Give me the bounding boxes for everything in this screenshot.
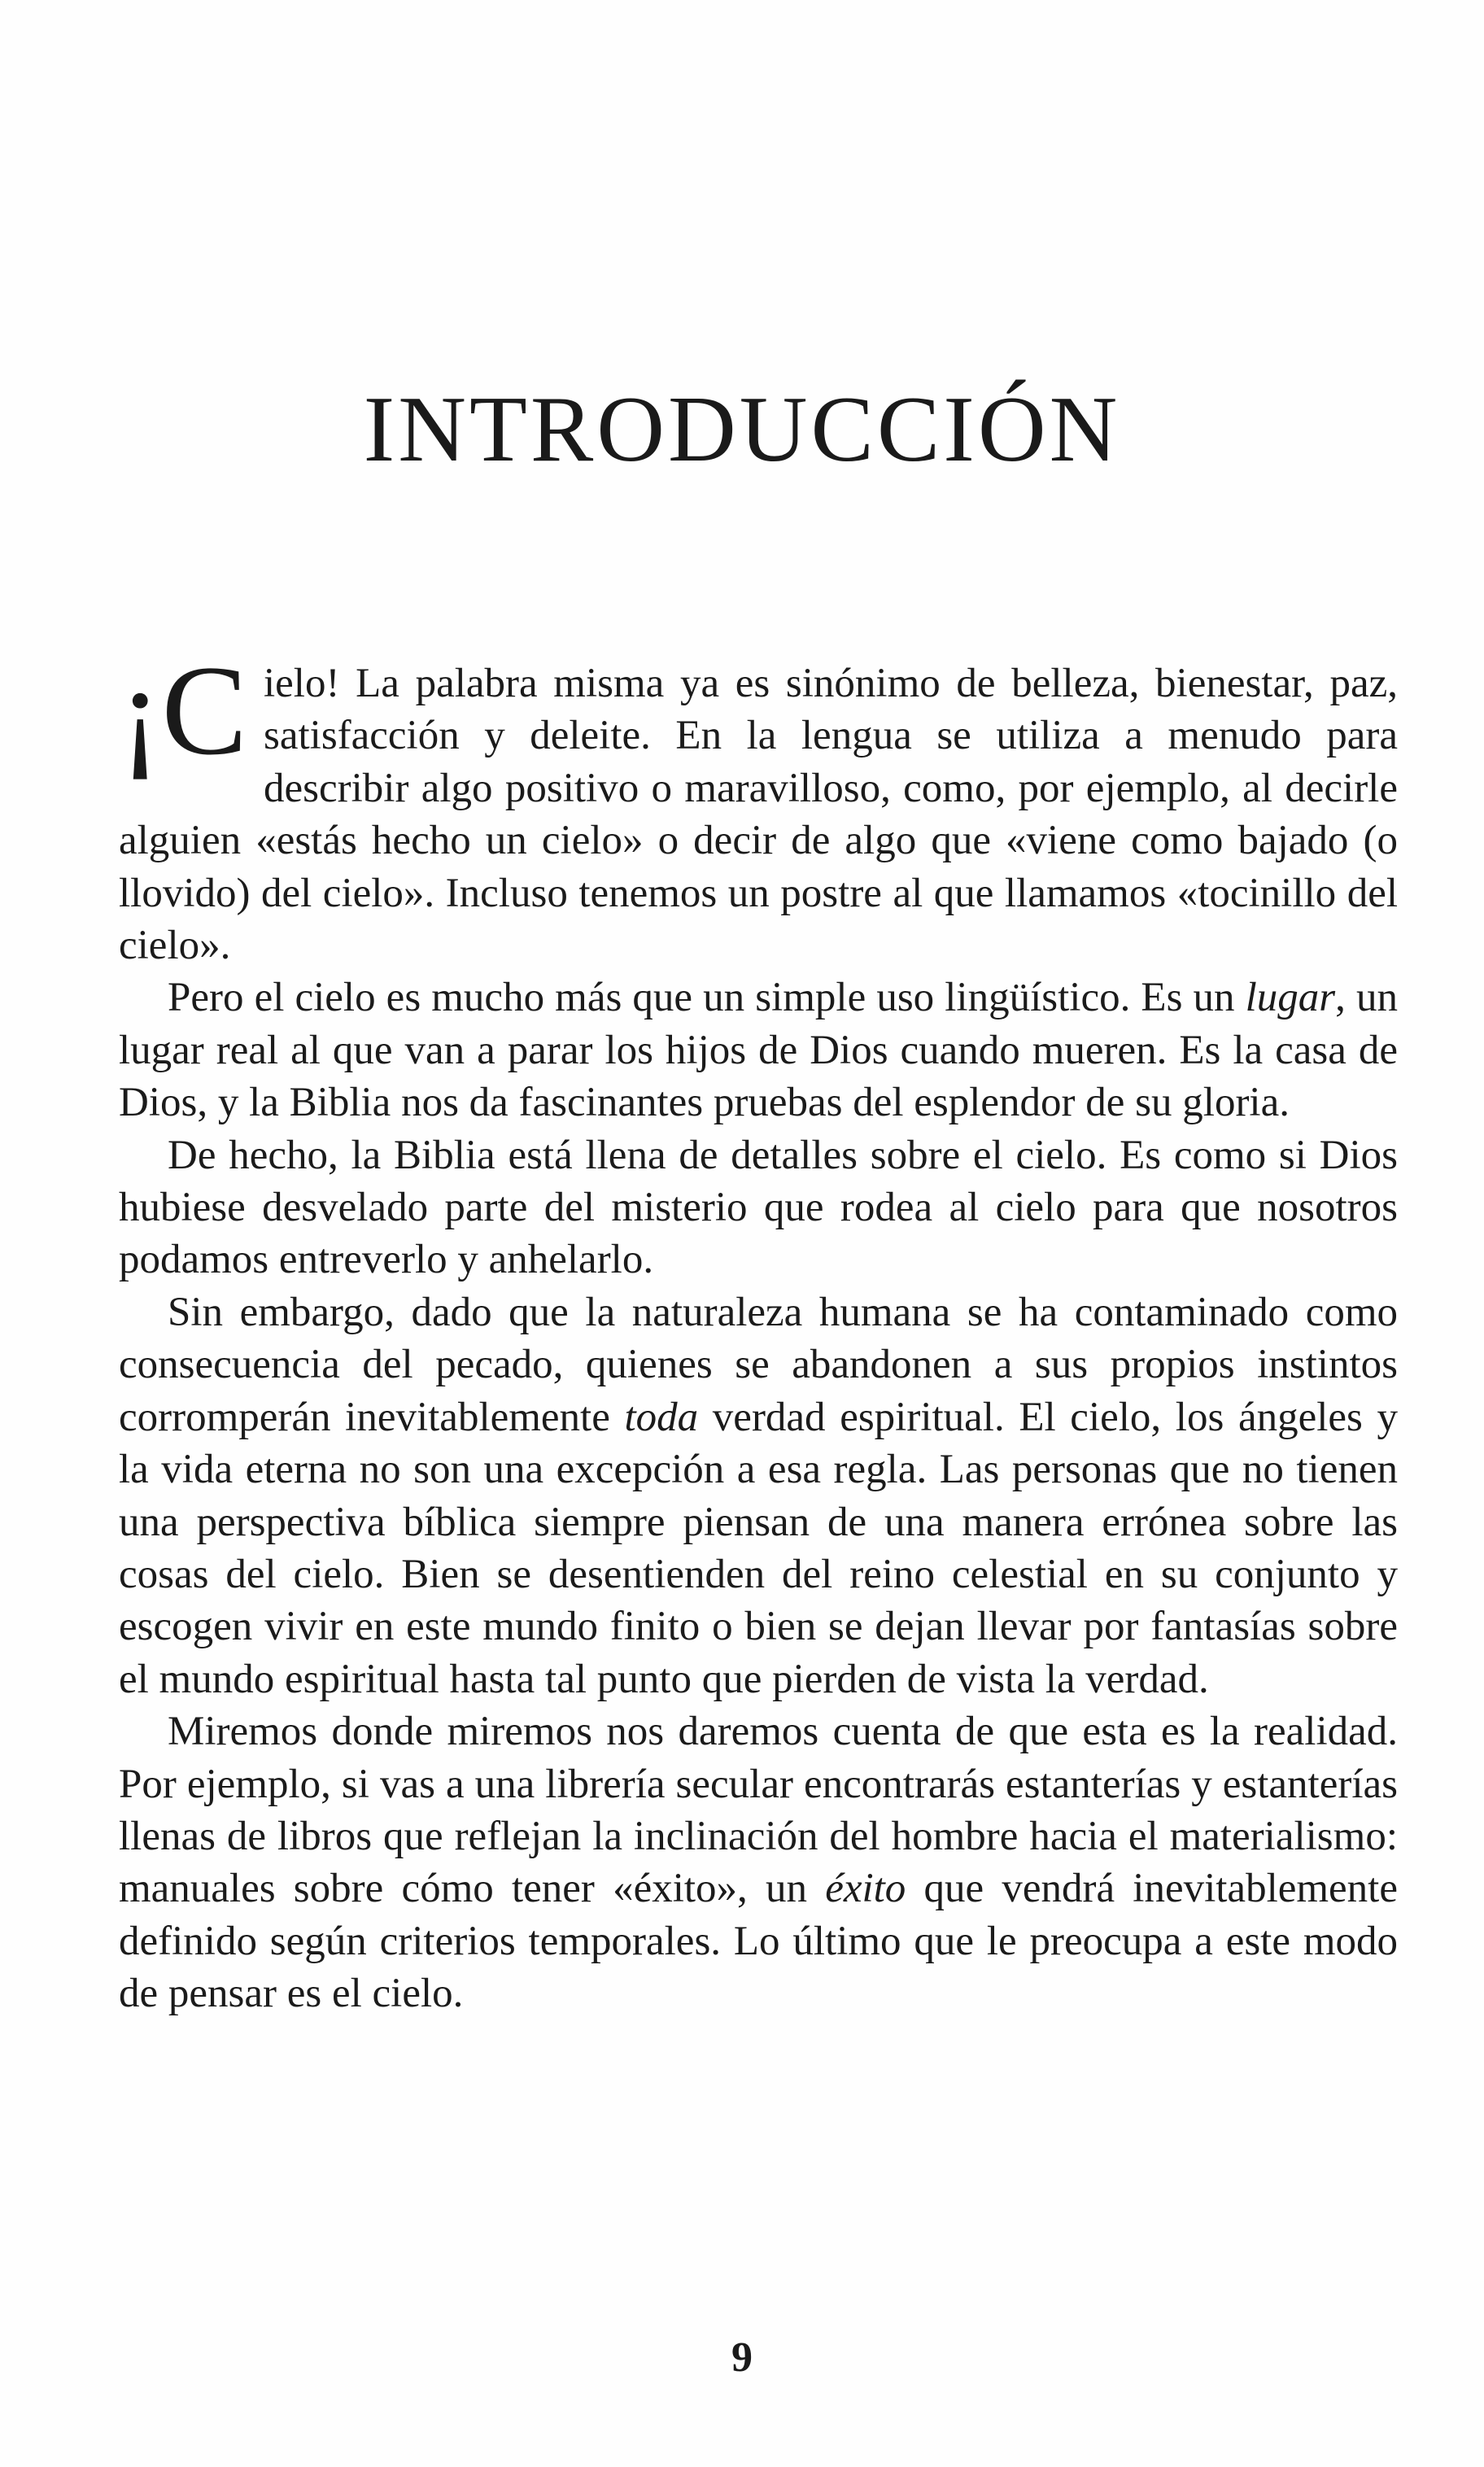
paragraph-5-emphasis: éxito xyxy=(825,1866,906,1912)
chapter-title: INTRODUCCIÓN xyxy=(363,378,1121,482)
paragraph-3-text: De hecho, la Biblia está llena de detalles sobre el cielo. Es como si Dios hubiese desvelado parte del misterio que rodea al cielo para que nosotros podamos entreverlo y anhelarlo. xyxy=(119,1132,1398,1283)
paragraph-5 xyxy=(119,1705,1398,2019)
paragraph-2-text-end: , un lugar real al que van a parar los hijos de Dios cuando mueren. Es la casa de Dios, y la Biblia nos da fascinantes pruebas del esplendor de su gloria. xyxy=(119,975,1398,1126)
paragraph-4 xyxy=(119,1286,1398,1705)
chapter-body xyxy=(119,640,1398,2020)
paragraph-2-emphasis: lugar xyxy=(1245,975,1336,1021)
page-number: 9 xyxy=(731,2334,753,2381)
paragraph-4-emphasis: toda xyxy=(624,1394,699,1440)
paragraph-1 xyxy=(119,640,1398,972)
paragraph-1-text: ielo! La palabra misma ya es sinónimo de belleza, bienestar, paz, satisfacción y deleite. En la lengua se utiliza a menudo para describir algo positivo o maravilloso, como, por ejemplo, al decirle alguien «estás hecho un cielo» o decir de algo que «viene como bajado (o llovido) del cielo». Incluso tenemos un postre al que llamamos «tocinillo del cielo». xyxy=(119,661,1398,969)
paragraph-3 xyxy=(119,1129,1398,1286)
paragraph-2 xyxy=(119,972,1398,1129)
paragraph-4-text-end: verdad espiritual. El cielo, los ángeles y la vida eterna no son una excepción a esa regla. Las personas que no tienen una perspectiva bíblica siempre piensan de una manera errónea sobre las cosas del cielo. Bien se desentienden del reino celestial en su conjunto y escogen vivir en este mundo finito o bien se dejan llevar por fantasías sobre el mundo espiritual hasta tal punto que pierden de vista la verdad. xyxy=(119,1394,1398,1702)
paragraph-5-text-end: que vendrá inevitablemente definido según criterios temporales. Lo último que le preocupa a este modo de pensar es el cielo. xyxy=(119,1866,1398,2017)
paragraph-4-text-start: Sin embargo, dado que la naturaleza humana se ha contaminado como consecuencia del pecado, quienes se abandonen a sus propios instintos corromperán inevitablemente xyxy=(119,1289,1398,1440)
paragraph-2-text-start: Pero el cielo es mucho más que un simple uso lingüístico. Es un xyxy=(168,975,1246,1021)
paragraph-5-text-start: Miremos donde miremos nos daremos cuenta de que esta es la realidad. Por ejemplo, si vas a una librería secular encontrarás estanterías y estanterías llenas de libros que reflejan la inclinación del hombre hacia el materialismo: manuales sobre cómo tener «éxito», un xyxy=(119,1709,1398,1912)
drop-cap: ¡C xyxy=(119,640,247,782)
